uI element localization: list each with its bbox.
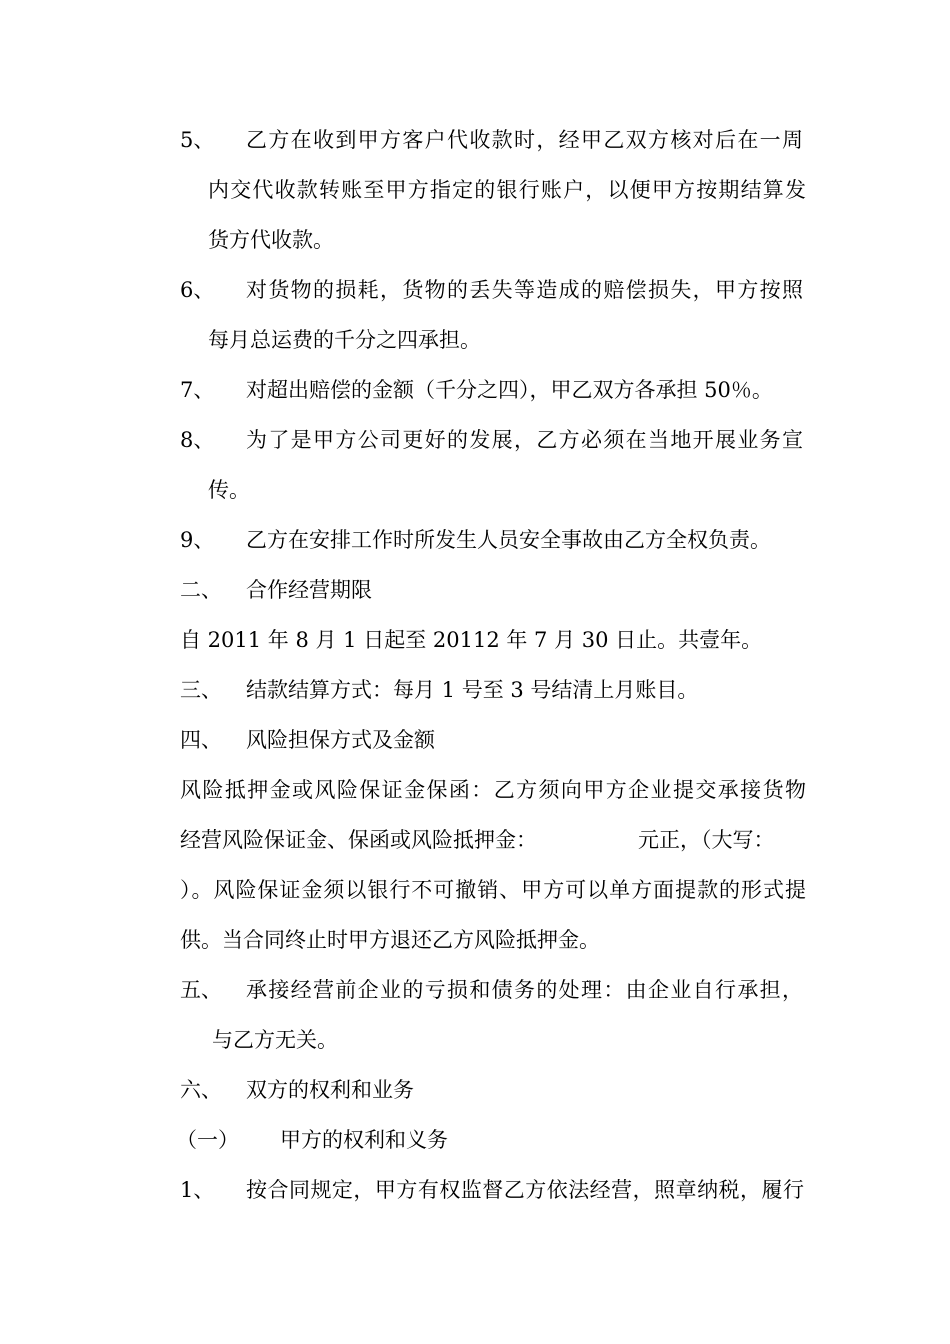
term-period-text: 自 2011 年 8 月 1 日起至 20112 年 7 月 30 日止。共壹年。 bbox=[180, 628, 763, 652]
item-text: 货方代收款。 bbox=[208, 228, 334, 252]
section-number: 二、 bbox=[180, 578, 222, 602]
section-title: 承接经营前企业的亏损和债务的处理：由企业自行承担， bbox=[246, 978, 803, 1002]
section-number: 六、 bbox=[180, 1078, 222, 1102]
section-title: 合作经营期限 bbox=[246, 578, 372, 602]
item-number: 6、 bbox=[180, 278, 215, 302]
paragraph-text: ）。风险保证金须以银行不可撤销、甲方可以单方面提款的形式提 bbox=[180, 878, 806, 902]
item-text: 按合同规定，甲方有权监督乙方依法经营，照章纳税，履行 bbox=[246, 1178, 804, 1202]
item-number: 9、 bbox=[180, 528, 215, 552]
section-number: 三、 bbox=[180, 678, 222, 702]
item-text: 对超出赔偿的金额（千分之四），甲乙双方各承担 50％。 bbox=[246, 378, 773, 402]
section-title: 双方的权利和业务 bbox=[246, 1078, 414, 1102]
paragraph-text: 供。当合同终止时甲方退还乙方风险抵押金。 bbox=[180, 928, 600, 952]
paragraph-text: 经营风险保证金、保函或风险抵押金： bbox=[180, 828, 537, 852]
section-title: 风险担保方式及金额 bbox=[246, 728, 435, 752]
item-text: 内交代收款转账至甲方指定的银行账户，以便甲方按期结算发 bbox=[208, 178, 806, 202]
subsection-number: （一） bbox=[176, 1128, 239, 1152]
section-text: 与乙方无关。 bbox=[212, 1028, 338, 1052]
subsection-title: 甲方的权利和义务 bbox=[280, 1128, 448, 1152]
item-number: 1、 bbox=[180, 1178, 215, 1202]
paragraph-text: 元正，（大写： bbox=[638, 828, 775, 852]
item-text: 对货物的损耗，货物的丢失等造成的赔偿损失，甲方按照 bbox=[246, 278, 803, 302]
item-number: 7、 bbox=[180, 378, 215, 402]
item-number: 8、 bbox=[180, 428, 215, 452]
item-text: 乙方在安排工作时所发生人员安全事故由乙方全权负责。 bbox=[246, 528, 771, 552]
item-text: 传。 bbox=[208, 478, 250, 502]
section-number: 四、 bbox=[180, 728, 222, 752]
item-number: 5、 bbox=[180, 128, 215, 152]
section-title: 结款结算方式：每月 1 号至 3 号结清上月账目。 bbox=[246, 678, 699, 702]
item-text: 乙方在收到甲方客户代收款时，经甲乙双方核对后在一周 bbox=[246, 128, 803, 152]
paragraph-text: 风险抵押金或风险保证金保函：乙方须向甲方企业提交承接货物 bbox=[180, 778, 806, 802]
item-text: 为了是甲方公司更好的发展，乙方必须在当地开展业务宣 bbox=[246, 428, 803, 452]
section-number: 五、 bbox=[180, 978, 222, 1002]
item-text: 每月总运费的千分之四承担。 bbox=[208, 328, 481, 352]
